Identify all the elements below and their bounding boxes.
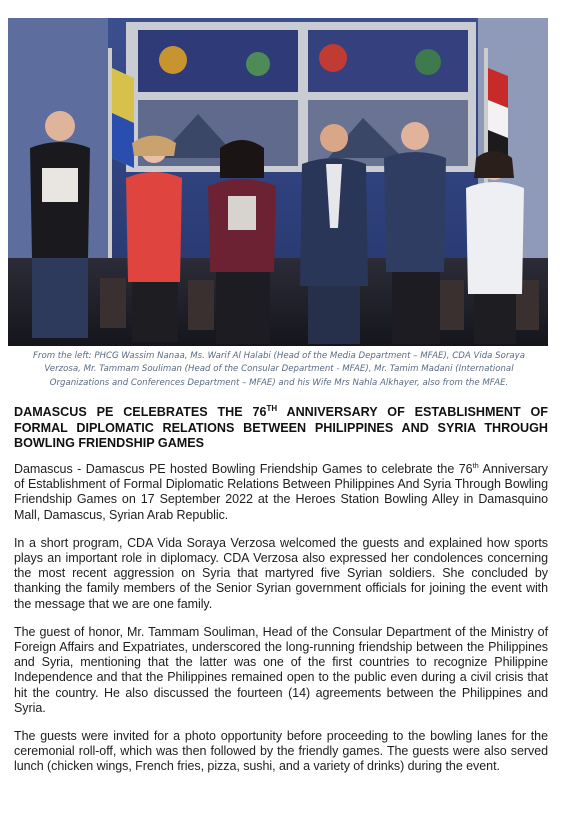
caption-line-2: Verzosa, Mr. Tammam Souliman (Head of the Consular Department - MFAE), Mr. Tamim Madani (International — [44, 364, 514, 375]
headline-part-2: ANNIVERSARY OF ESTABLISHMENT OF FORMAL DIPLOMATIC RELATIONS BETWEEN PHILIPPINES AND SYRIA THROUGH BOWLING FRIENDSHIP GAMES — [14, 405, 549, 450]
paragraph-2: In a short program, CDA Vida Soraya Verzosa welcomed the guests and explained how sports plays an important role in diplomacy. CDA Verzosa also expressed her condolences concerning the most recent aggression on Syria that martyred five Syrian soldiers. She concluded by thanking the family members of the Senior Syrian government officials for joining the event with the message that we are one family. — [14, 535, 548, 611]
article-headline — [14, 405, 548, 452]
photo-caption — [14, 350, 544, 390]
article-body — [14, 462, 548, 788]
paragraph-1 — [14, 462, 548, 523]
caption-line-3: Organizations and Conferences Department – MFAE) and his Wife Mrs Nahla Alkhayer, also from the MFAE. — [49, 377, 509, 388]
paragraph-3: The guest of honor, Mr. Tammam Souliman, Head of the Consular Department of the Ministry of Foreign Affairs and Expatriates, underscored the long-running friendship between the Philippines and Syria, mentioning that the latter was one of the first countries to recognize Philippine Independence and that the Philippines remained open to the public even during a civil crisis that hit the country. He also discussed the fourteen (14) agreements between the Philippines and Syria. — [14, 624, 548, 715]
headline-part-1: DAMASCUS PE CELEBRATES THE 76 — [14, 405, 267, 419]
caption-line-1: From the left: PHCG Wassim Nanaa, Ms. Warif Al Halabi (Head of the Media Department – MFAE), CDA Vida Soraya — [32, 351, 526, 361]
paragraph-4: The guests were invited for a photo opportunity before proceeding to the bowling lanes for the ceremonial roll-off, which was then followed by the friendly games. The guests were also served lunch (chicken wings, French fries, pizza, sushi, and a variety of drinks) during the event. — [14, 729, 548, 774]
headline-superscript: TH — [266, 404, 278, 413]
paragraph-1-text-b: Anniversary of Establishment of Formal Diplomatic Relations Between Philippines And Syria Through Bowling Friendship Games on 17 September 2022 at the Heroes Station Bowling Alley in Damasquino Mall, Damascus, Syrian Arab Republic. — [14, 462, 548, 522]
paragraph-1-text-a: Damascus - Damascus PE hosted Bowling Friendship Games to celebrate the 76 — [14, 462, 473, 476]
paragraph-1-superscript: th — [472, 461, 479, 470]
group-photo — [8, 18, 548, 346]
